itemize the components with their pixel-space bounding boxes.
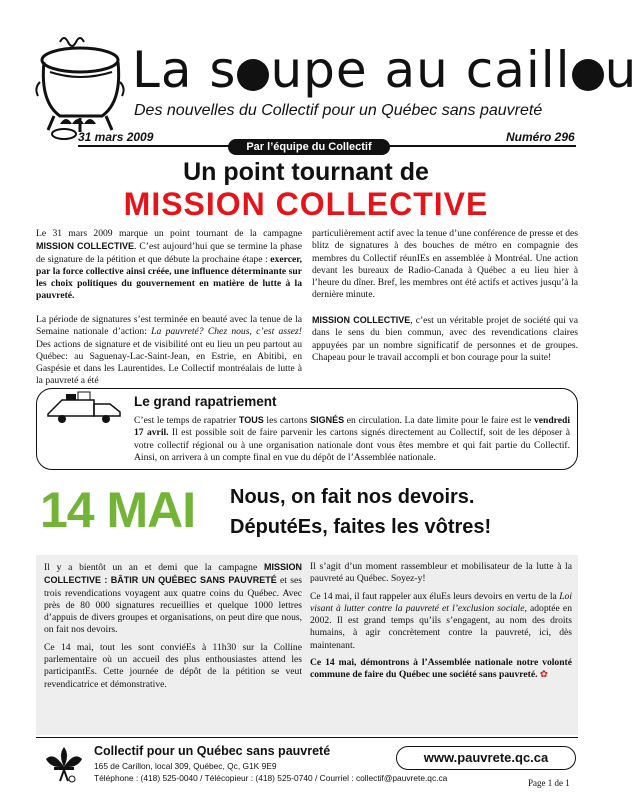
byline-badge: Par l’équipe du Collectif bbox=[228, 139, 390, 155]
mai-slogan-line1: Nous, on fait nos devoirs. bbox=[230, 486, 475, 508]
footer-rule bbox=[36, 737, 578, 738]
paragraph-projet-societe: MISSION COLLECTIVE, c’est un véritable projet de société qui va dans le sens du bien commun, avec des revendications claires appuyées par un nombre significatif de personnes et de groupes. Chapeau pour le travail accompli et bon courage pour la suite! bbox=[312, 315, 578, 363]
headline-line1: Un point tournant de bbox=[183, 158, 429, 186]
mai-paragraph: Il s’agit d’un moment rassembleur et mobilisateur de la lutte à la pauvreté au Québec. Soyez-y! bbox=[310, 561, 572, 585]
cauldron-icon bbox=[30, 32, 126, 140]
rapatriement-title: Le grand rapatriement bbox=[134, 394, 277, 409]
lead-paragraph-left: Le 31 mars 2009 marque un point tournant de la campagne MISSION COLLECTIVE. C’est aujourd’hui que se termine la phase de signature de la pétition et que débute la prochaine étape : exercer, par la force collective ainsi créée, une influence déterminante sur les choix politiques du gouvernement en matière de lutte à la pauvreté. bbox=[36, 228, 302, 302]
footer-contact: Téléphone : (418) 525-0040 / Télécopieur : (418) 525-0740 / Courriel : collectif@pauvrete.qc.ca bbox=[94, 773, 448, 783]
truck-icon bbox=[44, 392, 132, 426]
stone-o-icon bbox=[237, 59, 269, 91]
rapatriement-body: C’est le temps de rapatrier TOUS les cartons SIGNÉS en circulation. La date limite pour le faire est le vendredi 17 avril. Il est possible soit de faire parvenir les cartons signés directement au Collectif, soit de les déposer à votre collectif régional ou à une organisation nationale dont vous êtes membre et qui fait partie du Collectif. Ainsi, on arrivera à un compte final en vue du dépôt de l’Assemblée nationale. bbox=[134, 415, 571, 463]
issue-number: Numéro 296 bbox=[506, 130, 575, 144]
lead-paragraph-right: particulièrement actif avec la tenue d’une conférence de presse et des blitz de signatures à des bouches de métro en compagnie des membres du Collectif réunIEs en assemblée à Montréal. Une action devant les bureaux de Radio-Canada à Québec a eu lieu hier à l’heure du dîner. Bref, les membres ont été actifs et actives jusqu’à la dernière minute. bbox=[312, 228, 578, 301]
footer-address: 165 de Carillon, local 309, Québec, Qc, G1K 9E9 bbox=[94, 761, 277, 771]
mai-column-left bbox=[44, 561, 302, 696]
headline-line2: MISSION COLLECTIVE bbox=[123, 186, 489, 222]
mai-column-right bbox=[310, 561, 572, 687]
leaf-icon: ✿ bbox=[539, 669, 548, 681]
mai-slogan-line2: DéputéEs, faites les vôtres! bbox=[230, 516, 492, 538]
tagline: Des nouvelles du Collectif pour un Québec sans pauvreté bbox=[134, 102, 543, 119]
stone-o-icon bbox=[572, 59, 604, 91]
fleur-de-lis-icon bbox=[42, 745, 86, 785]
mai-paragraph: Ce 14 mai, il faut rappeler aux éluEs leurs devoirs en vertu de la Loi visant à lutter contre la pauvreté et l’exclusion sociale, adoptée en 2002. Il est grand temps qu’ils s’engagent, au nom des droits humains, à agir concrètement contre la pauvreté, ici, dès maintenant. bbox=[310, 590, 572, 651]
mai-paragraph: Ce 14 mai, tout les sont conviéEs à 11h30 sur la Colline parlementaire où un accueil des plus enthousiastes attend les participantEs. Cette journée de dépôt de la pétition se veut revendicatrice et démonstrative. bbox=[44, 641, 302, 690]
mai-paragraph: Ce 14 mai, démontrons à l’Assemblée nationale notre volonté commune de faire du Québec une société sans pauvreté. ✿ bbox=[310, 657, 572, 681]
issue-date: 31 mars 2009 bbox=[78, 130, 154, 144]
paragraph-semaine-action: La période de signatures s’est terminée en beauté avec la tenue de la Semaine nationale d’action: La pauvreté? Chez nous, c’est assez! Des actions de signature et de visibilité ont eu lieu un peu partout au Québec: au Saguenay-Lac-Saint-Jean, en Estrie, en Abitibi, en Gaspésie et dans les Laurentides. Le Collectif montréalais de lutte à la pauvreté a été bbox=[36, 314, 302, 387]
mai-paragraph: Il y a bientôt un an et demi que la campagne MISSION COLLECTIVE : BÂTIR UN QUÉBEC SANS PAUVRETÉ et ses trois revendications voyagent aux quatre coins du Québec. Avec près de 80 000 signatures recueillies et quelque 1000 lettres d’appuis de divers groupes et organisations, on peut dire que nous, on fait nos devoirs. bbox=[44, 562, 302, 636]
footer-website-link[interactable]: www.pauvrete.qc.ca bbox=[396, 746, 576, 770]
masthead-title: La s upe au caill u bbox=[132, 41, 637, 99]
mai-date-banner: 14 MAI bbox=[40, 482, 196, 538]
footer-org-name: Collectif pour un Québec sans pauvreté bbox=[94, 744, 331, 758]
page-number: Page 1 de 1 bbox=[528, 778, 570, 788]
